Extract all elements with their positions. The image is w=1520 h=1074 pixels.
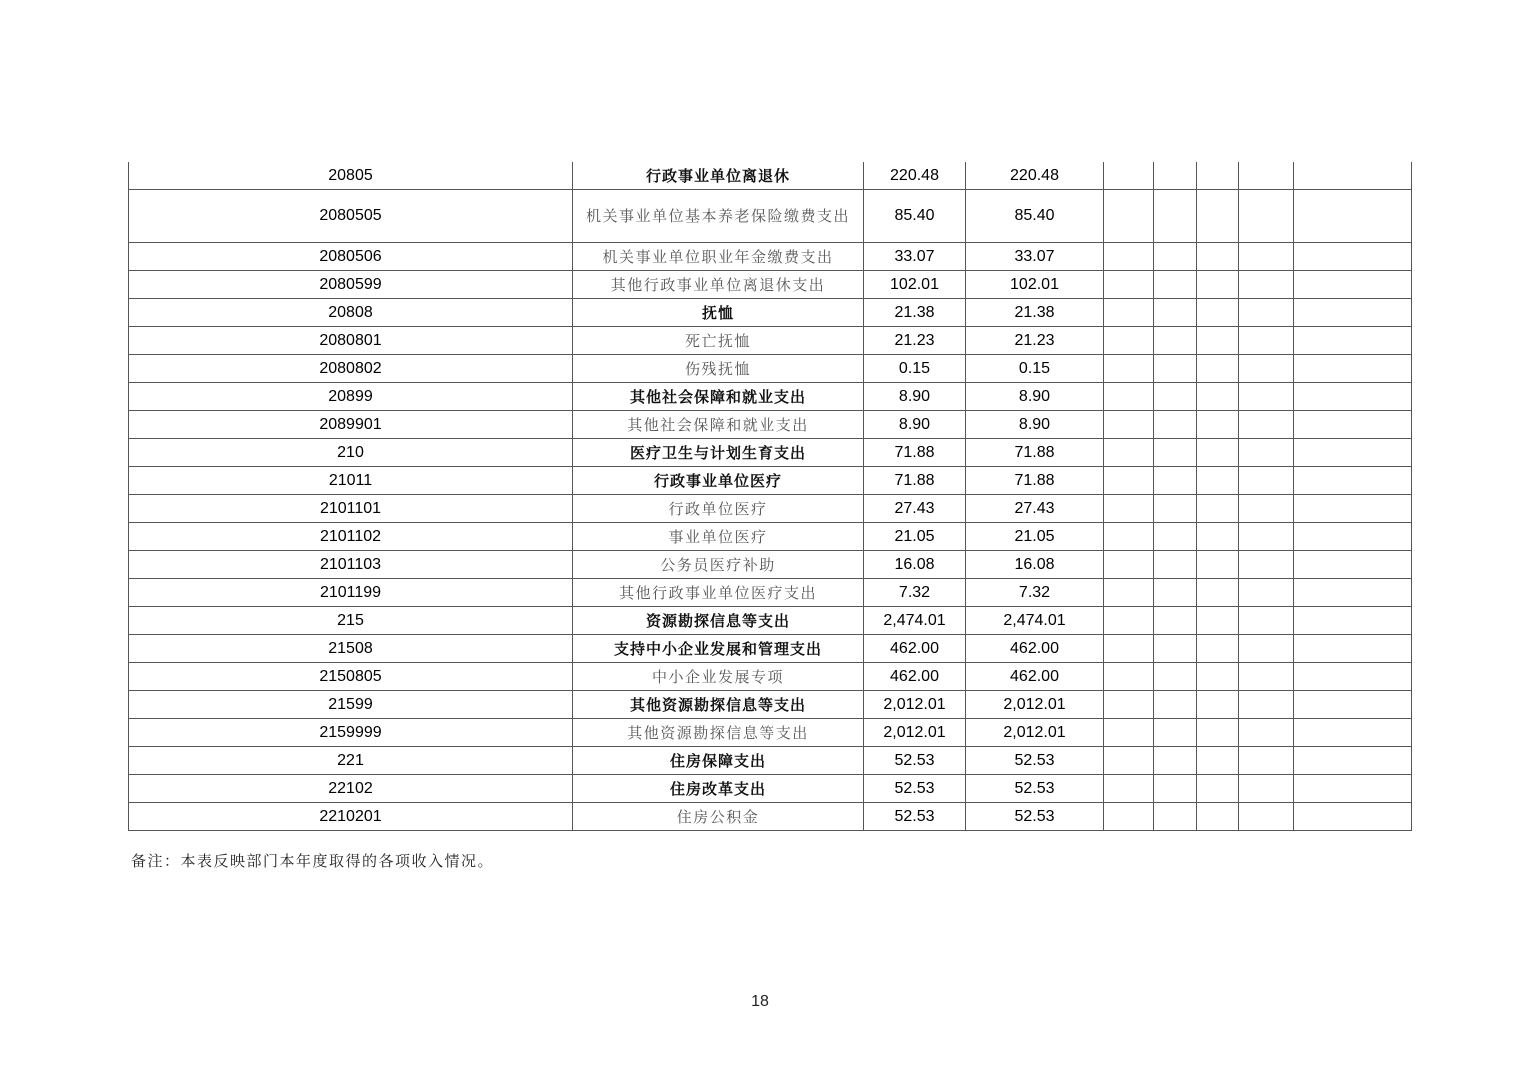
empty-cell [1239, 327, 1294, 355]
empty-cell [1294, 523, 1412, 551]
empty-cell [1197, 579, 1239, 607]
item-name-cell: 事业单位医疗 [573, 523, 864, 551]
code-cell: 2089901 [129, 411, 573, 439]
empty-cell [1239, 607, 1294, 635]
item-name-cell: 中小企业发展专项 [573, 663, 864, 691]
empty-cell [1239, 411, 1294, 439]
item-name-cell: 机关事业单位职业年金缴费支出 [573, 243, 864, 271]
table-row [129, 803, 1412, 831]
empty-cell [1154, 747, 1197, 775]
empty-cell [1197, 355, 1239, 383]
item-name-cell: 住房保障支出 [573, 747, 864, 775]
item-name-cell: 其他社会保障和就业支出 [573, 383, 864, 411]
item-name-cell: 抚恤 [573, 299, 864, 327]
empty-cell [1154, 551, 1197, 579]
code-cell: 21508 [129, 635, 573, 663]
code-cell: 20808 [129, 299, 573, 327]
empty-cell [1197, 162, 1239, 190]
budget-table-body [129, 162, 1412, 831]
amount-cell: 52.53 [966, 747, 1104, 775]
empty-cell [1154, 775, 1197, 803]
amount-cell: 85.40 [966, 190, 1104, 243]
empty-cell [1197, 327, 1239, 355]
amount-cell: 7.32 [864, 579, 966, 607]
empty-cell [1154, 495, 1197, 523]
empty-cell [1239, 467, 1294, 495]
amount-cell: 21.23 [966, 327, 1104, 355]
code-cell: 20899 [129, 383, 573, 411]
empty-cell [1154, 719, 1197, 747]
empty-cell [1104, 607, 1154, 635]
empty-cell [1104, 355, 1154, 383]
table-row [129, 439, 1412, 467]
empty-cell [1294, 691, 1412, 719]
amount-cell: 52.53 [864, 803, 966, 831]
amount-cell: 7.32 [966, 579, 1104, 607]
item-name-cell: 其他资源勘探信息等支出 [573, 719, 864, 747]
code-cell: 2101101 [129, 495, 573, 523]
empty-cell [1154, 691, 1197, 719]
table-row [129, 243, 1412, 271]
table-row [129, 383, 1412, 411]
table-row [129, 579, 1412, 607]
empty-cell [1104, 162, 1154, 190]
empty-cell [1239, 439, 1294, 467]
empty-cell [1197, 775, 1239, 803]
empty-cell [1239, 579, 1294, 607]
empty-cell [1154, 411, 1197, 439]
empty-cell [1197, 691, 1239, 719]
table-row [129, 747, 1412, 775]
empty-cell [1154, 579, 1197, 607]
empty-cell [1104, 775, 1154, 803]
item-name-cell: 公务员医疗补助 [573, 551, 864, 579]
amount-cell: 2,474.01 [966, 607, 1104, 635]
amount-cell: 462.00 [966, 663, 1104, 691]
empty-cell [1104, 243, 1154, 271]
empty-cell [1239, 299, 1294, 327]
empty-cell [1294, 775, 1412, 803]
table-row [129, 719, 1412, 747]
code-cell: 22102 [129, 775, 573, 803]
amount-cell: 8.90 [966, 411, 1104, 439]
item-name-cell: 行政事业单位医疗 [573, 467, 864, 495]
amount-cell: 220.48 [966, 162, 1104, 190]
amount-cell: 462.00 [864, 635, 966, 663]
empty-cell [1294, 607, 1412, 635]
empty-cell [1239, 663, 1294, 691]
empty-cell [1294, 467, 1412, 495]
empty-cell [1294, 635, 1412, 663]
amount-cell: 21.05 [864, 523, 966, 551]
empty-cell [1104, 467, 1154, 495]
amount-cell: 52.53 [966, 803, 1104, 831]
table-row [129, 607, 1412, 635]
empty-cell [1294, 190, 1412, 243]
empty-cell [1239, 747, 1294, 775]
empty-cell [1104, 719, 1154, 747]
amount-cell: 2,012.01 [864, 691, 966, 719]
empty-cell [1294, 747, 1412, 775]
amount-cell: 21.38 [966, 299, 1104, 327]
code-cell: 20805 [129, 162, 573, 190]
empty-cell [1154, 467, 1197, 495]
empty-cell [1154, 190, 1197, 243]
amount-cell: 71.88 [864, 467, 966, 495]
empty-cell [1197, 271, 1239, 299]
amount-cell: 2,012.01 [864, 719, 966, 747]
empty-cell [1197, 719, 1239, 747]
table-row [129, 775, 1412, 803]
empty-cell [1197, 803, 1239, 831]
empty-cell [1239, 691, 1294, 719]
empty-cell [1294, 719, 1412, 747]
table-row [129, 271, 1412, 299]
amount-cell: 21.23 [864, 327, 966, 355]
item-name-cell: 住房公积金 [573, 803, 864, 831]
empty-cell [1239, 635, 1294, 663]
code-cell: 2101199 [129, 579, 573, 607]
empty-cell [1104, 411, 1154, 439]
empty-cell [1104, 747, 1154, 775]
empty-cell [1294, 663, 1412, 691]
empty-cell [1104, 190, 1154, 243]
table-row [129, 691, 1412, 719]
empty-cell [1197, 411, 1239, 439]
empty-cell [1197, 607, 1239, 635]
amount-cell: 462.00 [966, 635, 1104, 663]
table-row [129, 495, 1412, 523]
empty-cell [1104, 495, 1154, 523]
empty-cell [1154, 439, 1197, 467]
empty-cell [1104, 635, 1154, 663]
amount-cell: 2,474.01 [864, 607, 966, 635]
amount-cell: 16.08 [864, 551, 966, 579]
empty-cell [1154, 327, 1197, 355]
code-cell: 2080506 [129, 243, 573, 271]
code-cell: 2080802 [129, 355, 573, 383]
code-cell: 2210201 [129, 803, 573, 831]
item-name-cell: 其他行政事业单位医疗支出 [573, 579, 864, 607]
code-cell: 221 [129, 747, 573, 775]
item-name-cell: 行政事业单位离退休 [573, 162, 864, 190]
amount-cell: 85.40 [864, 190, 966, 243]
table-row [129, 162, 1412, 190]
table-row [129, 635, 1412, 663]
empty-cell [1239, 355, 1294, 383]
empty-cell [1154, 663, 1197, 691]
code-cell: 2159999 [129, 719, 573, 747]
code-cell: 21599 [129, 691, 573, 719]
empty-cell [1104, 299, 1154, 327]
table-row [129, 551, 1412, 579]
empty-cell [1154, 355, 1197, 383]
item-name-cell: 行政单位医疗 [573, 495, 864, 523]
empty-cell [1197, 663, 1239, 691]
empty-cell [1104, 691, 1154, 719]
empty-cell [1154, 162, 1197, 190]
budget-table [128, 162, 1412, 831]
empty-cell [1154, 243, 1197, 271]
empty-cell [1104, 523, 1154, 551]
empty-cell [1239, 271, 1294, 299]
amount-cell: 8.90 [966, 383, 1104, 411]
empty-cell [1239, 523, 1294, 551]
table-row [129, 355, 1412, 383]
code-cell: 215 [129, 607, 573, 635]
code-cell: 2080599 [129, 271, 573, 299]
empty-cell [1104, 803, 1154, 831]
amount-cell: 8.90 [864, 383, 966, 411]
empty-cell [1294, 579, 1412, 607]
table-note: 备注：本表反映部门本年度取得的各项收入情况。 [131, 852, 495, 870]
empty-cell [1197, 439, 1239, 467]
item-name-cell: 其他社会保障和就业支出 [573, 411, 864, 439]
item-name-cell: 支持中小企业发展和管理支出 [573, 635, 864, 663]
amount-cell: 102.01 [966, 271, 1104, 299]
table-row [129, 327, 1412, 355]
empty-cell [1154, 271, 1197, 299]
code-cell: 2080505 [129, 190, 573, 243]
item-name-cell: 伤残抚恤 [573, 355, 864, 383]
empty-cell [1104, 439, 1154, 467]
amount-cell: 71.88 [864, 439, 966, 467]
empty-cell [1154, 607, 1197, 635]
empty-cell [1154, 803, 1197, 831]
empty-cell [1197, 383, 1239, 411]
empty-cell [1294, 299, 1412, 327]
empty-cell [1294, 327, 1412, 355]
amount-cell: 16.08 [966, 551, 1104, 579]
empty-cell [1104, 383, 1154, 411]
empty-cell [1239, 243, 1294, 271]
empty-cell [1197, 190, 1239, 243]
item-name-cell: 资源勘探信息等支出 [573, 607, 864, 635]
item-name-cell: 死亡抚恤 [573, 327, 864, 355]
empty-cell [1239, 495, 1294, 523]
amount-cell: 102.01 [864, 271, 966, 299]
item-name-cell: 住房改革支出 [573, 775, 864, 803]
amount-cell: 52.53 [864, 775, 966, 803]
empty-cell [1154, 523, 1197, 551]
empty-cell [1104, 327, 1154, 355]
amount-cell: 27.43 [966, 495, 1104, 523]
empty-cell [1294, 803, 1412, 831]
amount-cell: 220.48 [864, 162, 966, 190]
empty-cell [1294, 271, 1412, 299]
empty-cell [1294, 243, 1412, 271]
empty-cell [1239, 803, 1294, 831]
empty-cell [1197, 495, 1239, 523]
item-name-cell: 其他行政事业单位离退休支出 [573, 271, 864, 299]
item-name-cell: 医疗卫生与计划生育支出 [573, 439, 864, 467]
amount-cell: 27.43 [864, 495, 966, 523]
table-row [129, 299, 1412, 327]
amount-cell: 71.88 [966, 439, 1104, 467]
code-cell: 2080801 [129, 327, 573, 355]
empty-cell [1197, 467, 1239, 495]
amount-cell: 33.07 [864, 243, 966, 271]
empty-cell [1154, 299, 1197, 327]
empty-cell [1239, 719, 1294, 747]
empty-cell [1154, 635, 1197, 663]
table-row [129, 190, 1412, 243]
amount-cell: 21.38 [864, 299, 966, 327]
amount-cell: 71.88 [966, 467, 1104, 495]
empty-cell [1197, 243, 1239, 271]
amount-cell: 0.15 [966, 355, 1104, 383]
empty-cell [1294, 383, 1412, 411]
empty-cell [1294, 162, 1412, 190]
empty-cell [1239, 551, 1294, 579]
empty-cell [1104, 551, 1154, 579]
page-number: 18 [751, 993, 769, 1010]
empty-cell [1197, 299, 1239, 327]
empty-cell [1239, 190, 1294, 243]
empty-cell [1104, 663, 1154, 691]
table-row [129, 523, 1412, 551]
empty-cell [1239, 775, 1294, 803]
amount-cell: 2,012.01 [966, 691, 1104, 719]
amount-cell: 462.00 [864, 663, 966, 691]
table-row [129, 663, 1412, 691]
amount-cell: 21.05 [966, 523, 1104, 551]
table-row [129, 411, 1412, 439]
empty-cell [1104, 271, 1154, 299]
empty-cell [1294, 495, 1412, 523]
code-cell: 2101102 [129, 523, 573, 551]
amount-cell: 33.07 [966, 243, 1104, 271]
item-name-cell: 机关事业单位基本养老保险缴费支出 [573, 190, 864, 243]
empty-cell [1154, 383, 1197, 411]
empty-cell [1197, 523, 1239, 551]
code-cell: 21011 [129, 467, 573, 495]
amount-cell: 0.15 [864, 355, 966, 383]
table-row [129, 467, 1412, 495]
empty-cell [1197, 551, 1239, 579]
amount-cell: 52.53 [966, 775, 1104, 803]
empty-cell [1239, 162, 1294, 190]
empty-cell [1197, 635, 1239, 663]
amount-cell: 52.53 [864, 747, 966, 775]
code-cell: 210 [129, 439, 573, 467]
amount-cell: 8.90 [864, 411, 966, 439]
empty-cell [1239, 383, 1294, 411]
item-name-cell: 其他资源勘探信息等支出 [573, 691, 864, 719]
code-cell: 2101103 [129, 551, 573, 579]
code-cell: 2150805 [129, 663, 573, 691]
empty-cell [1294, 355, 1412, 383]
empty-cell [1294, 411, 1412, 439]
empty-cell [1104, 579, 1154, 607]
empty-cell [1294, 551, 1412, 579]
empty-cell [1197, 747, 1239, 775]
amount-cell: 2,012.01 [966, 719, 1104, 747]
empty-cell [1294, 439, 1412, 467]
